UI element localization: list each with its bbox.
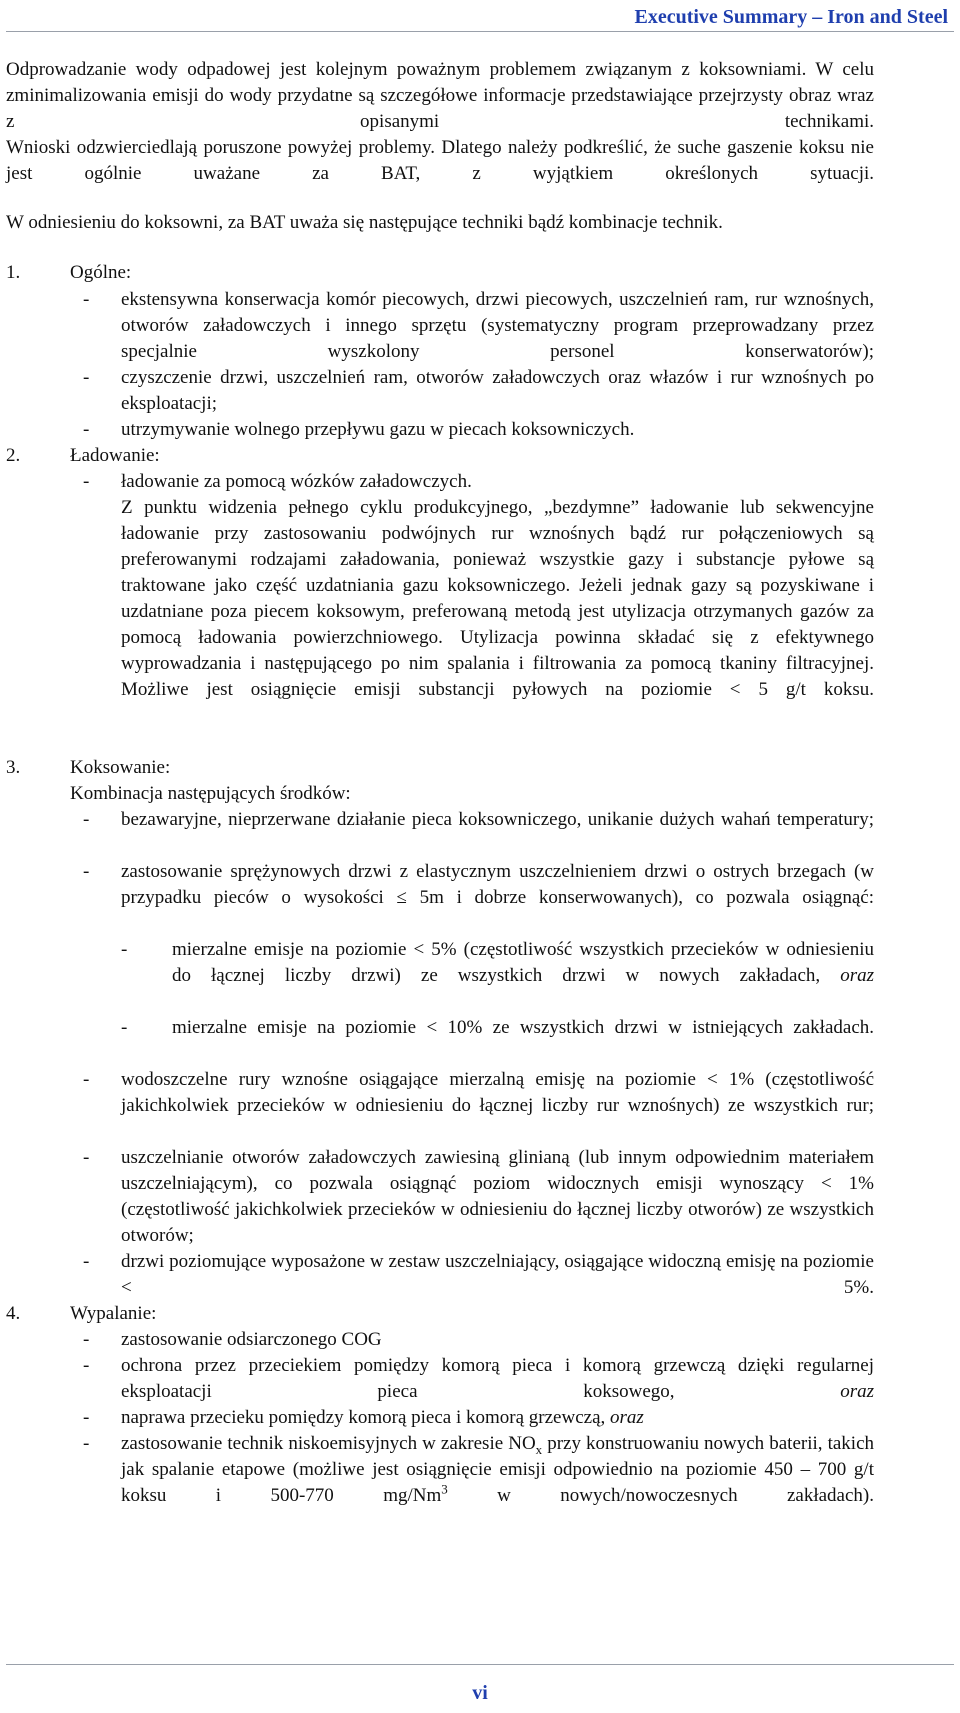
bullet-dash: - [121, 939, 128, 960]
section-3-item-4: uszczelnianie otworów załadowczych zawiesiną glinianą (lub innym odpowiednim materiałem uszczelniającym), co pozwala osiągnąć poziom widocznych emisji wynoszący < 1% (częstotliwość jakichkolwiek przecieków w odniesieniu do łącznej liczby otworów) ze wszystkich otworów; [121, 1147, 874, 1246]
section-4-number: 4. [6, 1303, 21, 1324]
section-3-item-2: zastosowanie sprężynowych drzwi z elastycznym uszczelnieniem drzwi o ostrych brzegach (w przypadku pieców o wysokości ≤ 5m i dobrze konserwowanych), co pozwala osiągnąć: [121, 861, 874, 908]
bullet-dash: - [83, 1329, 90, 1350]
section-3-item-3: wodoszczelne rury wznośne osiągające mierzalną emisję na poziomie < 1% (częstotliwość jakichkolwiek przecieków w odniesieniu do łącznej liczby rur wznośnych) ze wszystkich rur; [121, 1069, 874, 1116]
page-number: vi [472, 1682, 488, 1704]
header-rule [6, 31, 954, 32]
section-1-title: Ogólne: [70, 262, 132, 283]
section-3-item-1: bezawaryjne, nieprzerwane działanie pieca koksowniczego, unikanie dużych wahań temperatury; [121, 809, 874, 830]
section-1-number: 1. [6, 262, 21, 283]
section-3-subitem-1: mierzalne emisje na poziomie < 5% (częstotliwość wszystkich przecieków w odniesieniu do łącznej liczby drzwi) ze wszystkich drzwi w nowych zakładach, oraz [172, 939, 874, 986]
section-3-number: 3. [6, 757, 21, 778]
section-3-lead: Kombinacja następujących środków: [70, 783, 351, 804]
running-header: Executive Summary – Iron and Steel [634, 6, 948, 28]
bullet-dash: - [83, 419, 90, 440]
bullet-dash: - [83, 1407, 90, 1428]
bullet-dash: - [121, 1017, 128, 1038]
intro-paragraph-1: Odprowadzanie wody odpadowej jest kolejnym poważnym problemem związanym z koksowniami. W celu zminimalizowania emisji do wody przydatne są szczegółowe informacje przedstawiające przejrzysty obraz wraz z opisanymi technikami. [6, 59, 874, 132]
section-3-title: Koksowanie: [70, 757, 171, 778]
bullet-dash: - [83, 471, 90, 492]
section-4-item-3: naprawa przecieku pomiędzy komorą pieca i komorą grzewczą, oraz [121, 1407, 644, 1428]
section-2-number: 2. [6, 445, 21, 466]
section-2-paragraph: Z punktu widzenia pełnego cyklu produkcyjnego, „bezdymne” ładowanie lub sekwencyjne ładowanie przy zastosowaniu podwójnych rur wznośnych bądź rur połączeniowych są preferowanymi rodzajami załadowania, ponieważ wszystkie gazy i substancje pyłowe są traktowane jako część uzdatniania gazu koksowniczego. Jeżeli jednak gazy są pozyskiwane i uzdatniane poza piecem koksowym, preferowaną metodą jest utylizacja otrzymanych gazów za pomocą ładowania powierzchniowego. Utylizacja powinna składać się z efektywnego wyprowadzania i następującego po nim spalania i filtrowania za pomocą tkaniny filtracyjnej. Możliwe jest osiągnięcie emisji substancji pyłowych na poziomie < 5 g/t koksu. [121, 497, 874, 700]
footer-rule [6, 1664, 954, 1665]
bullet-dash: - [83, 809, 90, 830]
bullet-dash: - [83, 367, 90, 388]
section-4-item-1: zastosowanie odsiarczonego COG [121, 1329, 382, 1350]
section-1-item-2: czyszczenie drzwi, uszczelnień ram, otworów załadowczych oraz włazów i rur wznośnych po eksploatacji; [121, 367, 874, 414]
bullet-dash: - [83, 861, 90, 882]
bullet-dash: - [83, 1251, 90, 1272]
section-3-subitem-2: mierzalne emisje na poziomie < 10% ze wszystkich drzwi w istniejących zakładach. [172, 1017, 874, 1038]
bullet-dash: - [83, 1147, 90, 1168]
section-4-item-4: zastosowanie technik niskoemisyjnych w zakresie $NO_x$ przy konstruowaniu nowych baterii, takich jak spalanie etapowe (możliwe jest osiągnięcie emisji odpowiednio na poziomie 450 – 700 g/t koksu i 500-770 mg/Nm$^3$ w nowych/nowoczesnych zakładach). [121, 1433, 874, 1506]
section-4-title: Wypalanie: [70, 1303, 157, 1324]
section-3-item-5: drzwi poziomujące wyposażone w zestaw uszczelniający, osiągające widoczną emisję na poziomie < 5%. [121, 1251, 874, 1298]
bullet-dash: - [83, 1069, 90, 1090]
section-4-item-2: ochrona przez przeciekiem pomiędzy komorą pieca i komorą grzewczą dzięki regularnej eksploatacji pieca koksowego, oraz [121, 1355, 875, 1402]
section-1-item-3: utrzymywanie wolnego przepływu gazu w piecach koksowniczych. [121, 419, 635, 440]
bullet-dash: - [83, 1433, 90, 1454]
bullet-dash: - [83, 289, 90, 310]
section-2-title: Ładowanie: [70, 445, 160, 466]
bullet-dash: - [83, 1355, 90, 1376]
intro-paragraph-3: W odniesieniu do koksowni, za BAT uważa się następujące techniki bądź kombinacje technik. [6, 212, 723, 233]
intro-paragraph-2: Wnioski odzwierciedlają poruszone powyżej problemy. Dlatego należy podkreślić, że suche gaszenie koksu nie jest ogólnie uważane za BAT, z wyjątkiem określonych sytuacji. [6, 137, 874, 184]
section-1-item-1: ekstensywna konserwacja komór piecowych, drzwi piecowych, uszczelnień ram, rur wznośnych, otworów załadowczych i innego sprzętu (systematyczny program przeprowadzany przez specjalnie wyszkolony personel konserwatorów); [121, 289, 874, 362]
section-2-item: ładowanie za pomocą wózków załadowczych. [121, 471, 472, 492]
